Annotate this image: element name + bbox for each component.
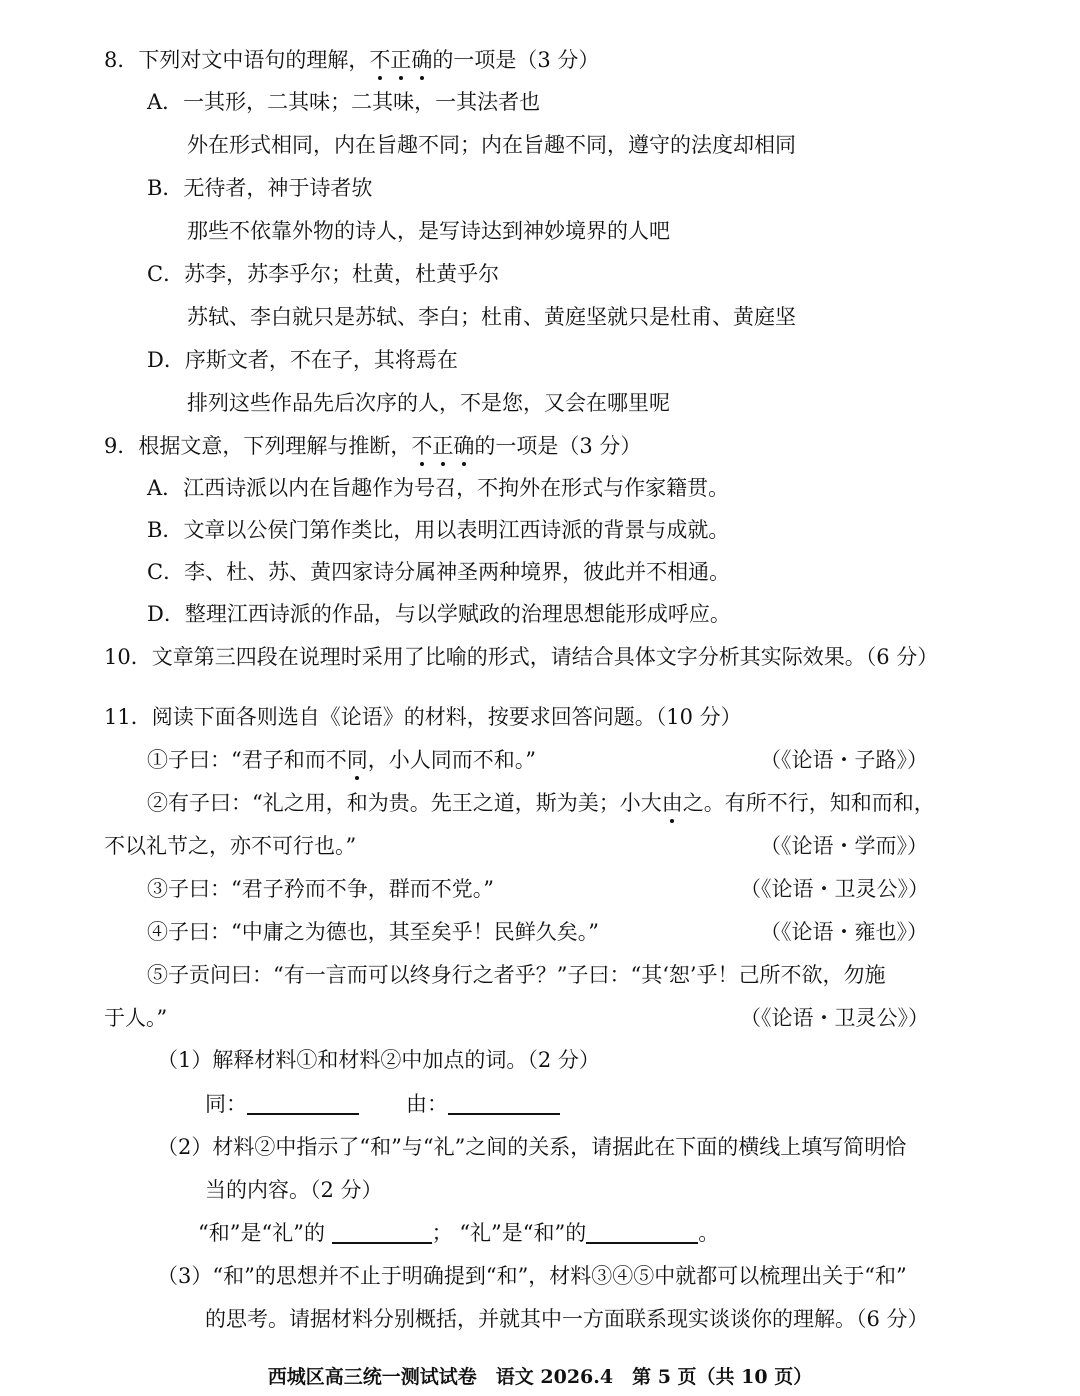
q9-option-a: A．江西诗派以内在旨趣作为号召，不拘外在形式与作家籍贯。 (147, 476, 730, 500)
material-2-line2: 不以礼节之，亦不可行也。” (104, 834, 357, 858)
q8-stem: 8．下列对文中语句的理解，不 正 确 的一项是（3 分） (104, 50, 599, 71)
q8-option-c-explain: 苏轼、李白就只是苏轼、李白；杜甫、黄庭坚就只是杜甫、黄庭坚 (187, 305, 796, 329)
material-1: ①子曰：“君子和而不同 ，小人同而不和。” (147, 750, 536, 771)
q8-option-a-explain: 外在形式相同，内在旨趣不同；内在旨趣不同，遵守的法度却相同 (187, 133, 796, 157)
emphasis-char: 不 (369, 48, 390, 72)
q9-option-b: B．文章以公侯门第作类比，用以表明江西诗派的背景与成就。 (147, 518, 730, 542)
page-footer: 西城区高三统一测试试卷 语文 2026.4 第 5 页（共 10 页） (267, 1366, 813, 1388)
sub-question-2: （2）材料②中指示了“和”与“礼”之间的关系，请据此在下面的横线上填写简明恰 (157, 1135, 907, 1159)
material-4-source: （《论语・雍也》） (760, 920, 928, 944)
sub-question-1: （1）解释材料①和材料②中加点的词。（2 分） (157, 1048, 600, 1072)
material-1-source: （《论语・子路》） (760, 748, 928, 772)
sub-question-1-answer-a: 同： (205, 1094, 359, 1115)
sub-question-3-line2: 的思考。请据材料分别概括，并就其中一方面联系现实谈谈你的理解。（6 分） (205, 1307, 929, 1331)
q9-option-c: C．李、杜、苏、黄四家诗分属神圣两种境界，彼此并不相通。 (147, 560, 731, 584)
q8-option-b: B．无待者，神于诗者欤 (147, 176, 373, 200)
emphasis-char: 确 (453, 434, 474, 458)
answer-blank[interactable] (247, 1113, 359, 1115)
sub-question-2-fill: “和”是“礼”的 ； “礼”是“和”的 。 (198, 1221, 720, 1245)
sub-question-2-line2: 当的内容。（2 分） (205, 1178, 383, 1202)
material-3: ③子曰：“君子矜而不争，群而不党。” (147, 877, 494, 901)
q9-stem: 9．根据文意，下列理解与推断，不 正 确 的一项是（3 分） (104, 436, 641, 457)
emphasis-char: 正 (432, 434, 453, 458)
q9-option-d: D．整理江西诗派的作品，与以学赋政的治理思想能形成呼应。 (147, 602, 731, 626)
emphasis-char: 同 (347, 748, 368, 772)
q8-option-d: D．序斯文者，不在子，其将焉在 (147, 348, 458, 372)
q8-option-d-explain: 排列这些作品先后次序的人，不是您，又会在哪里呢 (187, 391, 670, 415)
emphasis-char: 正 (390, 48, 411, 72)
material-2: ②有子曰：“礼之用，和为贵。先王之道，斯为美；小大由 之。有所不行，知和而和， (147, 793, 935, 814)
material-3-source: （《论语・卫灵公》） (740, 877, 929, 901)
q8-option-a: A．一其形，二其味；二其味，一其法者也 (147, 90, 541, 114)
answer-blank[interactable] (332, 1242, 432, 1244)
material-5-source: （《论语・卫灵公》） (740, 1006, 929, 1030)
material-2-source: （《论语・学而》） (760, 834, 928, 858)
sub-question-3: （3）“和”的思想并不止于明确提到“和”，材料③④⑤中就都可以梳理出关于“和” (157, 1264, 907, 1288)
answer-blank[interactable] (448, 1113, 560, 1115)
q11-stem: 11．阅读下面各则选自《论语》的材料，按要求回答问题。（10 分） (104, 705, 742, 729)
material-5: ⑤子贡问曰：“有一言而可以终身行之者乎？”子曰：“其‘恕’乎！己所不欲，勿施 (147, 963, 886, 987)
material-4: ④子曰：“中庸之为德也，其至矣乎！民鲜久矣。” (147, 920, 599, 944)
material-5-line2: 于人。” (104, 1006, 168, 1030)
q8-option-b-explain: 那些不依靠外物的诗人，是写诗达到神妙境界的人吧 (187, 219, 670, 243)
q10-stem: 10．文章第三四段在说理时采用了比喻的形式，请结合具体文字分析其实际效果。（6 分） (104, 645, 939, 669)
emphasis-char: 由 (662, 791, 683, 815)
q8-option-c: C．苏李，苏李乎尔；杜黄，杜黄乎尔 (147, 262, 500, 286)
sub-question-1-answer-b: 由： (406, 1094, 560, 1115)
emphasis-char: 确 (411, 48, 432, 72)
answer-blank[interactable] (586, 1242, 698, 1244)
emphasis-char: 不 (411, 434, 432, 458)
